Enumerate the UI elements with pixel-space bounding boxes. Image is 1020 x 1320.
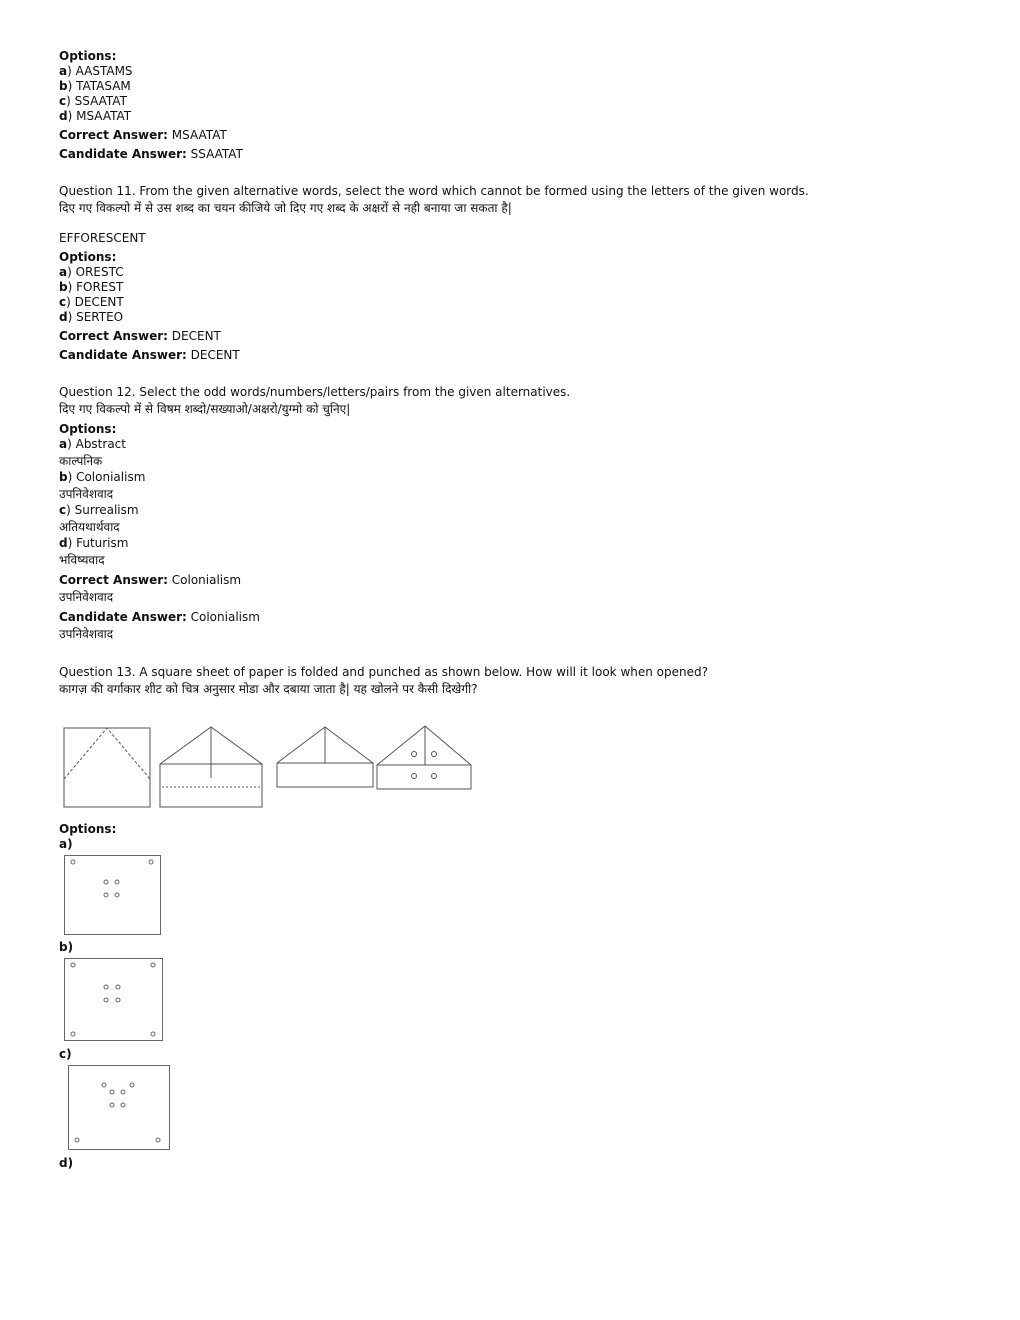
option-b-hindi: उपनिवेशवाद [59, 487, 114, 501]
option-d: d) SERTEO [59, 310, 124, 324]
option-c: c) SSAATAT [59, 94, 127, 108]
option-a-figure [63, 854, 163, 936]
question-hindi: दिए गए विकल्पो में से विषम शब्दो/सख्याओ/अक्षरो/युग्मो को चुनिए| [59, 402, 351, 416]
question-text: Question 11. From the given alternative words, select the word which cannot be formed using the letters of the given words. [59, 184, 809, 198]
correct-answer: Correct Answer: Colonialism [59, 573, 242, 587]
option-c: c) Surrealism [59, 503, 139, 517]
candidate-answer: Candidate Answer: DECENT [59, 348, 240, 362]
question-hindi: कागज़ की वर्गाकार शीट को चित्र अनुसार मोडा और दबाया जाता है| यह खोलने पर कैसी दिखेगी? [59, 682, 478, 696]
option-b: b) Colonialism [59, 470, 146, 484]
option-a-hindi: काल्पनिक [59, 454, 103, 468]
fold-step-3 [277, 727, 373, 787]
option-a: a) Abstract [59, 437, 126, 451]
options-label: Options: [59, 49, 117, 63]
option-c-hindi: अतियथार्थवाद [59, 520, 120, 534]
option-c-figure [67, 1064, 173, 1152]
option-a: a) [59, 837, 73, 851]
option-b: b) TATASAM [59, 79, 131, 93]
candidate-answer-hindi: उपनिवेशवाद [59, 627, 114, 641]
correct-answer-hindi: उपनिवेशवाद [59, 590, 114, 604]
option-a: a) AASTAMS [59, 64, 133, 78]
correct-answer: Correct Answer: MSAATAT [59, 128, 227, 142]
option-b: b) FOREST [59, 280, 124, 294]
options-label: Options: [59, 250, 117, 264]
fold-step-4 [377, 726, 471, 789]
option-c: c) DECENT [59, 295, 124, 309]
question-13 [59, 665, 959, 1171]
option-d: d) MSAATAT [59, 109, 132, 123]
question-text: Question 12. Select the odd words/numbers/letters/pairs from the given alternatives. [59, 385, 571, 399]
option-d: d) [59, 1156, 74, 1170]
given-word: EFFORESCENT [59, 231, 146, 245]
options-label: Options: [59, 822, 117, 836]
option-a: a) ORESTC [59, 265, 124, 279]
folding-sequence-figure [59, 724, 479, 810]
option-c: c) [59, 1047, 72, 1061]
correct-answer: Correct Answer: DECENT [59, 329, 221, 343]
candidate-answer: Candidate Answer: SSAATAT [59, 147, 243, 161]
question-text: Question 13. A square sheet of paper is folded and punched as shown below. How will it look when opened? [59, 665, 708, 679]
option-d-hindi: भविष्यवाद [59, 553, 105, 567]
option-d: d) Futurism [59, 536, 129, 550]
options-label: Options: [59, 422, 117, 436]
question-12 [59, 385, 959, 643]
question-11 [59, 184, 959, 363]
option-b: b) [59, 940, 74, 954]
q10-options-block [59, 49, 959, 162]
fold-step-2 [160, 727, 262, 807]
question-hindi: दिए गए विकल्पो में से उस शब्द का चयन कीजिये जो दिए गए शब्द के अक्षरों से नही बनाया जा सकता है| [59, 201, 512, 215]
fold-step-1 [64, 728, 150, 807]
exam-page [59, 49, 959, 1171]
option-b-figure [63, 957, 165, 1043]
candidate-answer: Candidate Answer: Colonialism [59, 610, 260, 624]
